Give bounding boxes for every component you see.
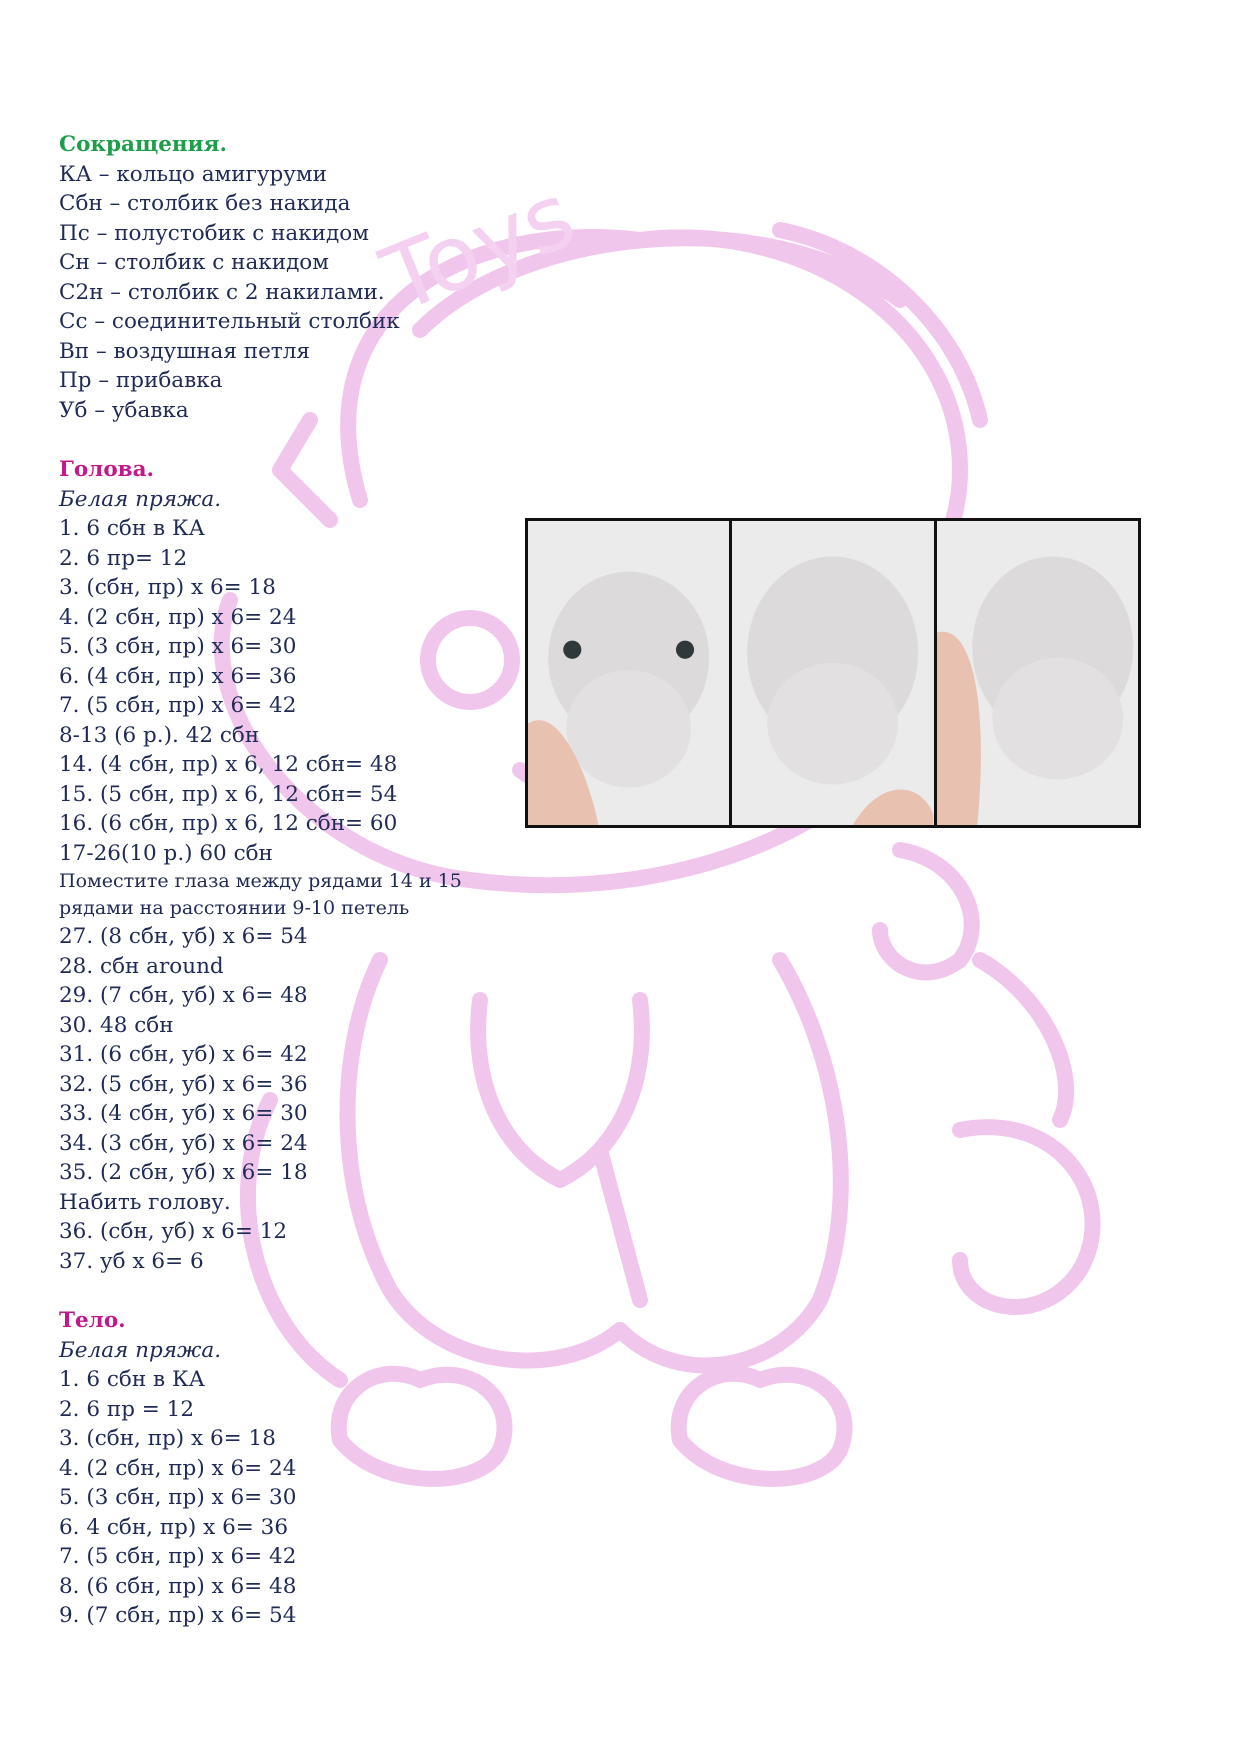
head-photo-back — [937, 521, 1138, 825]
abbreviations-title: Сокращения. — [59, 132, 227, 157]
eye-placement-note: рядами на расстоянии 9-10 петель — [59, 897, 410, 919]
pattern-row: 8-13 (6 р.). 42 сбн — [59, 722, 260, 748]
abbreviation-item: Пр – прибавка — [59, 368, 223, 393]
head-photos — [525, 518, 1141, 828]
pattern-text — [59, 130, 529, 1631]
pattern-row: 31. (6 сбн, уб) x 6= 42 — [59, 1042, 308, 1067]
pattern-row: 37. уб x 6= 6 — [59, 1248, 204, 1274]
pattern-row: 36. (сбн, уб) x 6= 12 — [59, 1219, 288, 1244]
abbreviations-list — [59, 160, 529, 426]
body-title: Тело. — [59, 1308, 126, 1333]
pattern-row: 34. (3 сбн, уб) x 6= 24 — [59, 1130, 308, 1156]
pattern-row: 7. (5 сбн, пр) x 6= 42 — [59, 1544, 297, 1569]
pattern-row: Набить голову. — [59, 1189, 231, 1215]
pattern-row: 5. (3 сбн, пр) x 6= 30 — [59, 634, 297, 659]
pattern-row: 4. (2 сбн, пр) x 6= 24 — [59, 1455, 297, 1481]
pattern-row: 1. 6 сбн в КА — [59, 1367, 205, 1392]
pattern-row: 5. (3 сбн, пр) x 6= 30 — [59, 1485, 297, 1510]
head-photo-side — [732, 521, 933, 825]
pattern-row: 8. (6 сбн, пр) x 6= 48 — [59, 1573, 297, 1599]
abbreviation-item: Пс – полустобик с накидом — [59, 220, 369, 246]
pattern-row: 32. (5 сбн, уб) x 6= 36 — [59, 1071, 308, 1097]
abbreviation-item: Сн – столбик с накидом — [59, 250, 329, 275]
pattern-row: 16. (6 сбн, пр) x 6, 12 сбн= 60 — [59, 811, 398, 836]
head-rows-decrease — [59, 922, 529, 1276]
head-title: Голова. — [59, 457, 155, 482]
pattern-row: 6. 4 сбн, пр) x 6= 36 — [59, 1514, 289, 1540]
eye-placement-note: Поместите глаза между рядами 14 и 15 — [59, 870, 462, 892]
pattern-row: 15. (5 сбн, пр) x 6, 12 сбн= 54 — [59, 781, 398, 807]
abbreviation-item: С2н – столбик с 2 накилами. — [59, 279, 385, 305]
body-rows — [59, 1365, 529, 1631]
abbreviation-item: Сс – соединительный столбик — [59, 309, 400, 334]
abbreviation-item: КА – кольцо амигуруми — [59, 161, 327, 187]
pattern-row: 35. (2 сбн, уб) x 6= 18 — [59, 1160, 308, 1185]
body-yarn: Белая пряжа. — [59, 1337, 222, 1363]
pattern-row: 2. 6 пр = 12 — [59, 1396, 194, 1422]
pattern-row: 3. (сбн, пр) x 6= 18 — [59, 575, 276, 600]
pattern-row: 1. 6 сбн в КА — [59, 516, 205, 541]
pattern-row: 6. (4 сбн, пр) x 6= 36 — [59, 663, 297, 689]
head-yarn: Белая пряжа. — [59, 486, 222, 512]
pattern-row: 33. (4 сбн, уб) x 6= 30 — [59, 1101, 308, 1126]
pattern-row: 3. (сбн, пр) x 6= 18 — [59, 1426, 276, 1451]
pattern-row: 17-26(10 р.) 60 сбн — [59, 840, 273, 866]
pattern-row: 4. (2 сбн, пр) x 6= 24 — [59, 604, 297, 630]
abbreviation-item: Уб – убавка — [59, 397, 189, 423]
pattern-row: 7. (5 сбн, пр) x 6= 42 — [59, 693, 297, 718]
head-rows — [59, 514, 529, 868]
abbreviation-item: Сбн – столбик без накида — [59, 191, 351, 216]
head-photo-front — [528, 521, 729, 825]
pattern-row: 30. 48 сбн — [59, 1012, 174, 1038]
pattern-row: 9. (7 сбн, пр) x 6= 54 — [59, 1603, 297, 1628]
watermark-text: Toys — [368, 162, 589, 334]
pattern-row: 28. сбн around — [59, 953, 224, 979]
pattern-row: 14. (4 сбн, пр) x 6, 12 сбн= 48 — [59, 752, 398, 777]
pattern-row: 29. (7 сбн, уб) x 6= 48 — [59, 983, 308, 1008]
pattern-row: 27. (8 сбн, уб) x 6= 54 — [59, 924, 308, 949]
pattern-row: 2. 6 пр= 12 — [59, 545, 188, 571]
abbreviation-item: Вп – воздушная петля — [59, 338, 310, 364]
